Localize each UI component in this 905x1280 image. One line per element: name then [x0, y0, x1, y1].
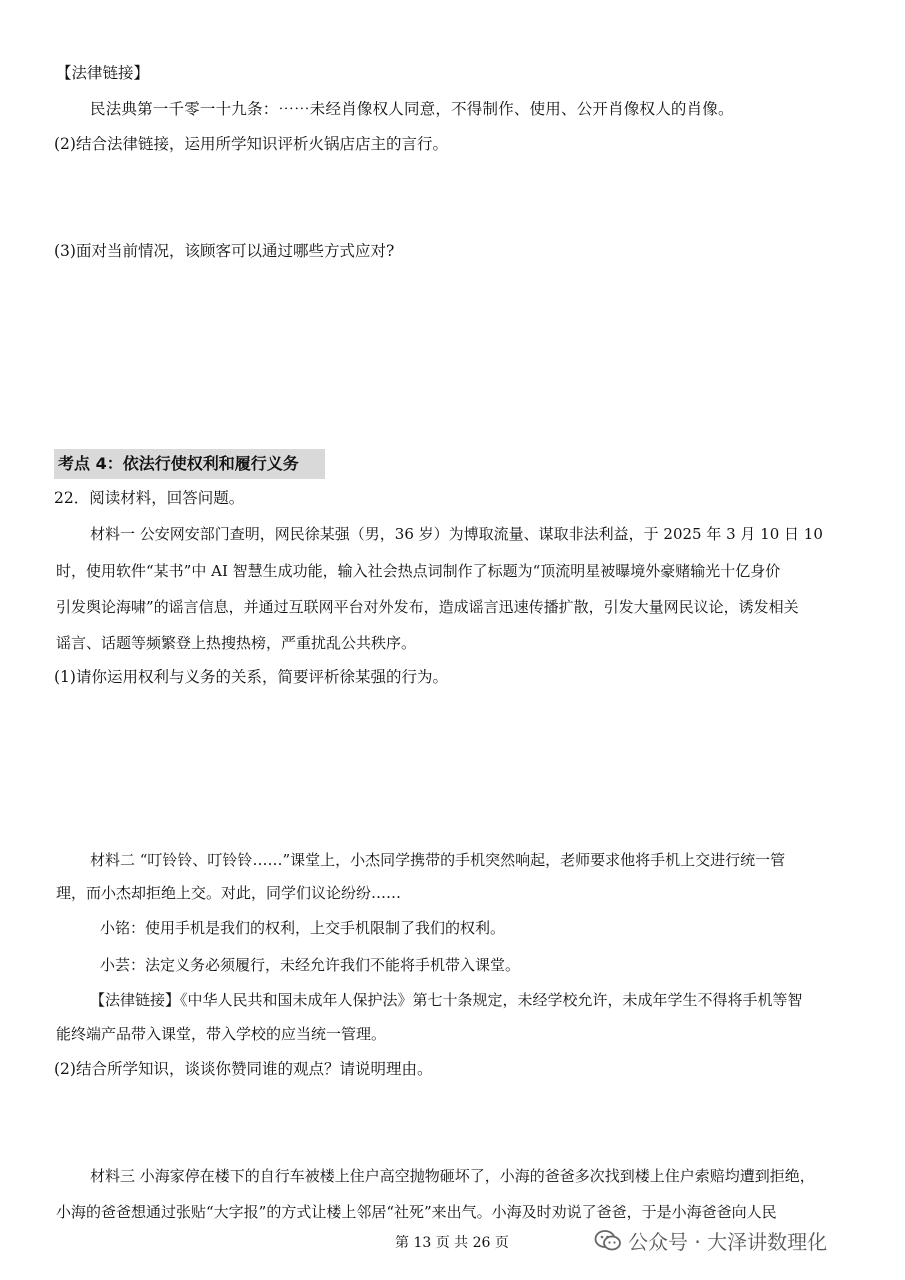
law-link-2-line: 能终端产品带入课堂，带入学校的应当统一管理。	[56, 1025, 387, 1043]
question-22-1: (1)请你运用权利与义务的关系，简要评析徐某强的行为。	[54, 668, 448, 686]
material-1-line: 引发舆论海啸”的谣言信息，并通过互联网平台对外发布，造成谣言迅速传播扩散，引发大量网民议论，诱发相关	[56, 598, 799, 616]
material-1-line: 谣言、话题等频繁登上热搜热榜，严重扰乱公共秩序。	[56, 634, 417, 652]
law-link-2-line: 【法律链接】《中华人民共和国未成年人保护法》第七十条规定，未经学校允许，未成年学生不得将手机等智	[90, 991, 803, 1009]
question-prev-3: (3)面对当前情况，该顾客可以通过哪些方式应对?	[54, 242, 395, 260]
opinion-xiaoyun: 小芸：法定义务必须履行，未经允许我们不能将手机带入课堂。	[100, 956, 521, 974]
material-1-line: 时，使用软件“某书”中 AI 智慧生成功能，输入社会热点词制作了标题为“顶流明星被曝境外豪赌输光十亿身价	[56, 562, 781, 580]
law-link-text-1: 民法典第一千零一十九条：⋯⋯未经肖像权人同意，不得制作、使用、公开肖像权人的肖像。	[90, 100, 734, 118]
material-1-line: 材料一 公安网安部门查明，网民徐某强（男，36 岁）为博取流量、谋取非法利益，于 2025 年 3 月 10 日 10	[90, 525, 823, 543]
opinion-xiaoming: 小铭：使用手机是我们的权利，上交手机限制了我们的权利。	[100, 919, 506, 937]
question-22-stem: 22．阅读材料，回答问题。	[54, 489, 245, 507]
wechat-icon	[594, 1229, 622, 1253]
page-number: 第 13 页 共 26 页	[395, 1235, 509, 1251]
material-2-line: 材料二 “叮铃铃、叮铃铃……”课堂上，小杰同学携带的手机突然响起，老师要求他将手机上交进行统一管	[90, 851, 786, 869]
material-3-line: 材料三 小海家停在楼下的自行车被楼上住户高空抛物砸坏了，小海的爸爸多次找到楼上住户索赔均遭到拒绝，	[90, 1167, 815, 1185]
law-link-label-1: 【法律链接】	[56, 64, 150, 82]
material-3-line: 小海的爸爸想通过张贴“大字报”的方式让楼上邻居“社死”来出气。小海及时劝说了爸爸，于是小海爸爸向人民	[56, 1203, 777, 1221]
section-heading: 考点 4：依法行使权利和履行义务	[58, 454, 299, 473]
question-22-2: (2)结合所学知识，谈谈你赞同谁的观点？请说明理由。	[54, 1060, 433, 1078]
question-prev-2: (2)结合法律链接，运用所学知识评析火锅店店主的言行。	[54, 135, 448, 153]
watermark-text: 公众号 · 大泽讲数理化	[628, 1230, 828, 1254]
material-2-line: 理，而小杰却拒绝上交。对此，同学们议论纷纷……	[56, 884, 402, 902]
watermark	[594, 1226, 827, 1255]
